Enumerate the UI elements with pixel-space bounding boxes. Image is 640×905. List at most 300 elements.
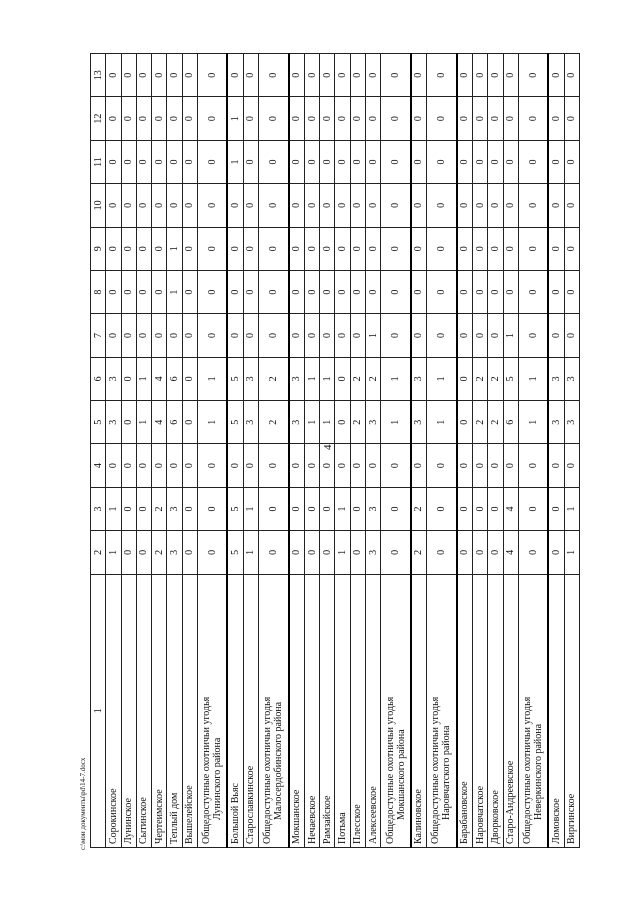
value-cell: 0 (227, 227, 243, 270)
value-cell: 1 (320, 401, 335, 444)
value-cell: 0 (472, 270, 487, 313)
row-name: Общедоступные охотничьи угодья (384, 696, 396, 844)
value-cell: 0 (366, 54, 381, 97)
row-name-cell (427, 574, 457, 847)
row-name: Чертеимское (153, 789, 165, 844)
value-cell: 0 (366, 227, 381, 270)
table-row (182, 54, 197, 848)
row-name: Старо-Андреевское (505, 760, 517, 844)
value-cell: 5 (227, 487, 243, 530)
value-cell: 1 (227, 97, 243, 140)
row-name: Барабановское (459, 781, 471, 844)
row-name-cell (167, 574, 182, 847)
row-name: Дворковское (489, 790, 501, 844)
value-cell: 3 (366, 531, 381, 574)
value-cell: 0 (350, 487, 365, 530)
value-cell: 0 (227, 270, 243, 313)
value-cell: 0 (472, 444, 487, 487)
value-cell: 0 (335, 357, 350, 400)
value-cell: 0 (136, 444, 151, 487)
value-cell: 0 (381, 270, 411, 313)
row-name-cell (289, 574, 305, 847)
table-row (136, 54, 151, 848)
value-cell: 2 (350, 357, 365, 400)
value-cell: 2 (488, 357, 503, 400)
table-row (197, 54, 227, 848)
row-name: Потьма (337, 812, 349, 844)
value-cell: 0 (457, 184, 473, 227)
value-cell: 0 (259, 531, 289, 574)
value-cell: 0 (472, 227, 487, 270)
table-row (381, 54, 411, 848)
rotated-table-container (90, 53, 580, 848)
column-header: 1 (91, 574, 106, 847)
value-cell: 0 (335, 97, 350, 140)
value-cell: 0 (366, 97, 381, 140)
row-name-cell (503, 574, 518, 847)
value-cell: 0 (182, 401, 197, 444)
value-cell: 0 (152, 227, 167, 270)
value-cell: 5 (227, 401, 243, 444)
value-cell: 2 (366, 357, 381, 400)
value-cell: 0 (289, 97, 305, 140)
value-cell: 0 (289, 270, 305, 313)
value-cell: 0 (503, 227, 518, 270)
value-cell: 0 (121, 184, 136, 227)
value-cell: 0 (121, 54, 136, 97)
value-cell: 0 (106, 227, 121, 270)
table-row (289, 54, 305, 848)
row-name-cell (366, 574, 381, 847)
value-cell: 0 (518, 531, 548, 574)
value-cell: 0 (503, 270, 518, 313)
value-cell: 0 (548, 54, 564, 97)
value-cell: 0 (304, 140, 319, 183)
value-cell: 2 (350, 401, 365, 444)
value-cell: 0 (488, 227, 503, 270)
value-cell: 0 (457, 314, 473, 357)
row-name-cell (488, 574, 503, 847)
value-cell: 0 (548, 97, 564, 140)
row-name: Калиновское (413, 789, 425, 844)
value-cell: 0 (121, 270, 136, 313)
value-cell: 0 (259, 270, 289, 313)
value-cell: 6 (503, 401, 518, 444)
column-header: 8 (91, 270, 106, 313)
value-cell: 0 (182, 487, 197, 530)
value-cell: 0 (472, 54, 487, 97)
value-cell: 0 (259, 314, 289, 357)
value-cell: 0 (320, 487, 335, 530)
value-cell: 0 (152, 97, 167, 140)
column-header: 5 (91, 401, 106, 444)
table-row (488, 54, 503, 848)
row-name: Общедоступные охотничьи угодья (201, 696, 213, 844)
value-cell: 0 (518, 140, 548, 183)
value-cell: 0 (304, 314, 319, 357)
value-cell: 0 (121, 140, 136, 183)
value-cell: 0 (488, 97, 503, 140)
value-cell: 0 (182, 140, 197, 183)
value-cell: 0 (289, 140, 305, 183)
value-cell: 0 (320, 184, 335, 227)
value-cell: 0 (488, 184, 503, 227)
value-cell: 0 (503, 444, 518, 487)
value-cell: 0 (381, 227, 411, 270)
value-cell: 0 (457, 97, 473, 140)
value-cell: 0 (350, 531, 365, 574)
value-cell: 0 (182, 97, 197, 140)
value-cell: 0 (381, 184, 411, 227)
value-cell: 1 (304, 357, 319, 400)
row-name-subline: Лунинского района (212, 737, 224, 820)
value-cell: 0 (548, 140, 564, 183)
value-cell: 0 (518, 97, 548, 140)
value-cell: 1 (136, 357, 151, 400)
value-cell: 1 (167, 227, 182, 270)
value-cell: 1 (564, 531, 579, 574)
value-cell: 0 (518, 54, 548, 97)
value-cell: 0 (335, 270, 350, 313)
value-cell: 0 (335, 140, 350, 183)
column-header: 10 (91, 184, 106, 227)
value-cell: 0 (259, 97, 289, 140)
value-cell: 5 (227, 357, 243, 400)
value-cell: 3 (167, 487, 182, 530)
footer-file-path: c:\мои документы\pd\14-7.docx (79, 757, 87, 850)
value-cell: 1 (366, 314, 381, 357)
value-cell: 0 (488, 140, 503, 183)
row-name: Вышелейское (184, 785, 196, 844)
value-cell: 0 (243, 444, 258, 487)
value-cell: 0 (152, 314, 167, 357)
column-header: 12 (91, 97, 106, 140)
value-cell: 0 (106, 140, 121, 183)
row-name-cell (304, 574, 319, 847)
value-cell: 0 (320, 531, 335, 574)
value-cell: 0 (243, 184, 258, 227)
value-cell: 0 (259, 227, 289, 270)
row-name-subline: Наровчатского района (441, 725, 453, 820)
value-cell: 0 (427, 184, 457, 227)
row-name-cell (564, 574, 579, 847)
row-name-cell (548, 574, 564, 847)
row-name-cell (518, 574, 548, 847)
value-cell: 0 (488, 444, 503, 487)
value-cell: 0 (227, 314, 243, 357)
column-header: 9 (91, 227, 106, 270)
table-row (304, 54, 319, 848)
value-cell: 0 (503, 54, 518, 97)
value-cell: 0 (243, 270, 258, 313)
value-cell: 0 (182, 314, 197, 357)
value-cell: 0 (320, 270, 335, 313)
value-cell: 0 (411, 270, 427, 313)
value-cell: 0 (106, 184, 121, 227)
value-cell: 3 (564, 357, 579, 400)
value-cell: 0 (427, 54, 457, 97)
value-cell: 0 (472, 140, 487, 183)
value-cell: 0 (136, 54, 151, 97)
value-cell: 0 (289, 184, 305, 227)
value-cell: 0 (548, 487, 564, 530)
value-cell: 0 (106, 54, 121, 97)
value-cell: 0 (182, 270, 197, 313)
column-header: 4 (91, 444, 106, 487)
value-cell: 0 (243, 227, 258, 270)
value-cell: 0 (152, 184, 167, 227)
value-cell: 0 (335, 54, 350, 97)
value-cell: 3 (411, 401, 427, 444)
value-cell: 0 (106, 314, 121, 357)
value-cell: 0 (564, 184, 579, 227)
value-cell: 0 (289, 487, 305, 530)
column-header: 3 (91, 487, 106, 530)
value-cell: 0 (121, 97, 136, 140)
value-cell: 0 (227, 54, 243, 97)
row-name: Плесское (352, 804, 364, 844)
value-cell: 1 (106, 487, 121, 530)
value-cell: 0 (136, 97, 151, 140)
value-cell: 0 (427, 314, 457, 357)
value-cell: 0 (167, 314, 182, 357)
value-cell: 0 (457, 444, 473, 487)
value-cell: 0 (548, 444, 564, 487)
value-cell: 3 (548, 401, 564, 444)
value-cell: 5 (227, 531, 243, 574)
column-header: 6 (91, 357, 106, 400)
value-cell: 0 (472, 487, 487, 530)
value-cell: 0 (106, 270, 121, 313)
row-name: Общедоступные охотничьи угодья (522, 696, 534, 844)
value-cell: 0 (259, 444, 289, 487)
value-cell: 0 (136, 487, 151, 530)
value-cell: 3 (289, 357, 305, 400)
row-name: Теплый дом (169, 792, 181, 844)
row-name-cell (411, 574, 427, 847)
value-cell: 0 (182, 227, 197, 270)
value-cell: 0 (457, 531, 473, 574)
row-name-cell (227, 574, 243, 847)
row-name-cell (121, 574, 136, 847)
value-cell: 0 (548, 184, 564, 227)
value-cell: 0 (488, 54, 503, 97)
value-cell: 0 (366, 184, 381, 227)
value-cell: 0 (335, 227, 350, 270)
value-cell: 1 (320, 357, 335, 400)
value-cell: 3 (564, 401, 579, 444)
hunting-grounds-table (90, 53, 580, 848)
value-cell: 0 (182, 531, 197, 574)
value-cell: 2 (472, 401, 487, 444)
table-row (548, 54, 564, 848)
value-cell: 0 (259, 54, 289, 97)
table-row (335, 54, 350, 848)
value-cell: 0 (197, 314, 227, 357)
value-cell: 1 (518, 401, 548, 444)
row-name: Мокшанское (291, 789, 303, 844)
value-cell: 0 (381, 531, 411, 574)
value-cell: 0 (518, 184, 548, 227)
value-cell: 0 (335, 444, 350, 487)
value-cell: 3 (106, 401, 121, 444)
value-cell: 0 (548, 227, 564, 270)
value-cell: 0 (304, 531, 319, 574)
value-cell: 1 (304, 401, 319, 444)
value-cell: 0 (457, 357, 473, 400)
value-cell: 0 (472, 184, 487, 227)
column-header: 2 (91, 531, 106, 574)
row-name-cell (243, 574, 258, 847)
value-cell: 4 (503, 531, 518, 574)
row-name: Нечаевское (306, 795, 318, 844)
value-cell: 0 (335, 401, 350, 444)
value-cell: 1 (503, 314, 518, 357)
value-cell: 0 (289, 531, 305, 574)
value-cell: 0 (121, 227, 136, 270)
row-name: Ломовское (550, 798, 562, 844)
row-name-subline: Неверкинского района (533, 723, 545, 820)
value-cell: 1 (427, 401, 457, 444)
column-header: 13 (91, 54, 106, 97)
row-name-cell (197, 574, 227, 847)
value-cell: 0 (350, 184, 365, 227)
table-row (106, 54, 121, 848)
value-cell: 2 (152, 487, 167, 530)
value-cell: 0 (259, 140, 289, 183)
value-cell: 4 (152, 401, 167, 444)
value-cell: 4 (503, 487, 518, 530)
value-cell: 0 (243, 140, 258, 183)
value-cell: 0 (259, 184, 289, 227)
value-cell: 0 (350, 227, 365, 270)
value-cell: 2 (152, 531, 167, 574)
row-name: Сорокинское (107, 788, 119, 844)
value-cell: 0 (488, 270, 503, 313)
value-cell: 3 (243, 401, 258, 444)
table-row (457, 54, 473, 848)
table-row (503, 54, 518, 848)
value-cell: 0 (488, 487, 503, 530)
table-row (121, 54, 136, 848)
value-cell: 0 (167, 97, 182, 140)
row-name: Виргинское (566, 793, 578, 844)
value-cell: 1 (381, 357, 411, 400)
value-cell: 0 (350, 270, 365, 313)
value-cell: 0 (381, 54, 411, 97)
value-cell: 0 (227, 184, 243, 227)
value-cell: 0 (427, 97, 457, 140)
value-cell: 3 (411, 357, 427, 400)
value-cell: 0 (320, 314, 335, 357)
value-cell: 2 (411, 531, 427, 574)
value-cell: 0 (320, 97, 335, 140)
value-cell: 2 (472, 357, 487, 400)
row-name-subline: Малосердобинского района (273, 701, 285, 820)
value-cell: 0 (152, 270, 167, 313)
value-cell: 0 (121, 487, 136, 530)
value-cell: 5 (503, 357, 518, 400)
value-cell: 0 (381, 314, 411, 357)
value-cell: 0 (472, 531, 487, 574)
table-row (564, 54, 579, 848)
value-cell: 4 (152, 357, 167, 400)
value-cell: 0 (197, 444, 227, 487)
value-cell: 0 (457, 487, 473, 530)
row-name-cell (152, 574, 167, 847)
value-cell: 0 (411, 54, 427, 97)
value-cell: 0 (152, 444, 167, 487)
value-cell: 0 (518, 270, 548, 313)
value-cell: 0 (182, 444, 197, 487)
table-row (320, 54, 335, 848)
value-cell: 0 (197, 531, 227, 574)
value-cell: 0 (121, 401, 136, 444)
value-cell: 0 (121, 531, 136, 574)
value-cell: 3 (289, 401, 305, 444)
value-cell: 0 (503, 184, 518, 227)
value-cell: 0 (350, 314, 365, 357)
value-cell: 0 (136, 227, 151, 270)
value-cell: 1 (335, 487, 350, 530)
table-row (472, 54, 487, 848)
value-cell: 0 (197, 97, 227, 140)
value-cell: 2 (259, 401, 289, 444)
value-cell: 0 (457, 140, 473, 183)
value-cell: 0 (304, 97, 319, 140)
value-cell: 3 (366, 487, 381, 530)
value-cell: 1 (518, 357, 548, 400)
value-cell: 1 (167, 270, 182, 313)
value-cell: 0 (411, 444, 427, 487)
value-cell: 1 (564, 487, 579, 530)
value-cell: 1 (197, 401, 227, 444)
value-cell: 3 (167, 531, 182, 574)
value-cell: 0 (197, 270, 227, 313)
value-cell: 0 (152, 140, 167, 183)
row-name-cell (335, 574, 350, 847)
value-cell: 0 (488, 531, 503, 574)
value-cell: 0 (289, 54, 305, 97)
row-name-subline: Мокшанского района (395, 729, 407, 820)
value-cell: 0 (472, 97, 487, 140)
value-cell: 0 (106, 444, 121, 487)
table-row (152, 54, 167, 848)
value-cell: 0 (411, 314, 427, 357)
value-cell: 0 (518, 487, 548, 530)
value-cell: 0 (381, 140, 411, 183)
value-cell: 0 (167, 444, 182, 487)
value-cell: 0 (427, 487, 457, 530)
value-cell: 0 (457, 227, 473, 270)
value-cell: 0 (289, 314, 305, 357)
value-cell: 0 (304, 270, 319, 313)
value-cell: 0 (136, 531, 151, 574)
value-cell: 0 (167, 184, 182, 227)
value-cell: 0 (304, 184, 319, 227)
value-cell: 0 (197, 184, 227, 227)
value-cell: 0 (518, 227, 548, 270)
row-name: Сытинское (138, 797, 150, 844)
value-cell: 2 (259, 357, 289, 400)
value-cell: 0 (320, 140, 335, 183)
table-row (243, 54, 258, 848)
value-cell: 0 (243, 54, 258, 97)
value-cell: 0 (121, 444, 136, 487)
row-name: Общедоступные охотничьи угодья (430, 696, 442, 844)
value-cell: 0 (427, 140, 457, 183)
value-cell: 0 (472, 314, 487, 357)
